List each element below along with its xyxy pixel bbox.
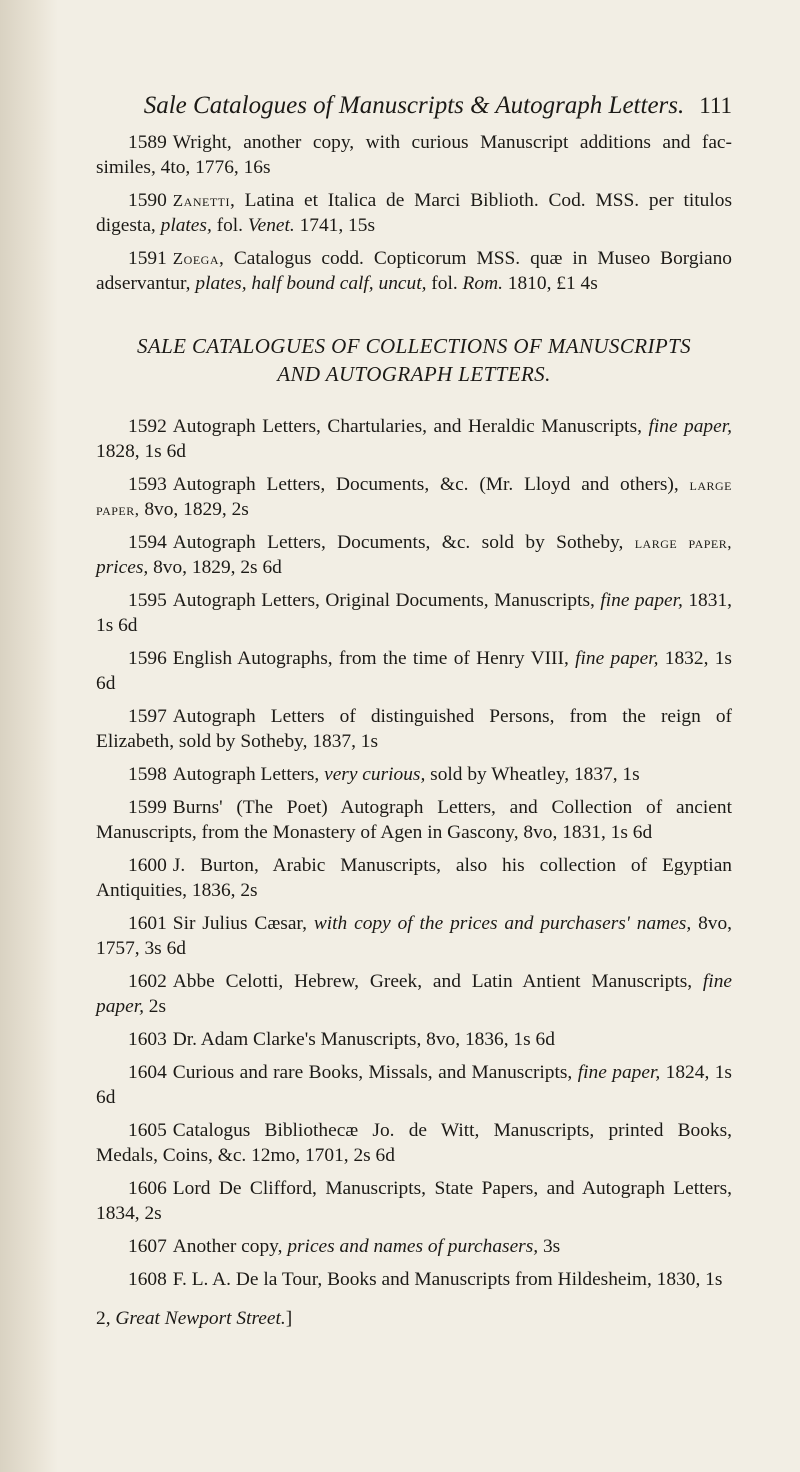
catalogue-entry <box>96 704 732 754</box>
entry-italic-note: fine paper, <box>96 971 732 1017</box>
running-head <box>96 88 732 124</box>
entry-number: 1601 <box>128 913 167 934</box>
entry-text: Catalogus Bibliothecæ Jo. de Witt, Manuscripts, printed Books, Medals, Coins, &c. 12mo, 1701, 2s 6d <box>96 1120 732 1166</box>
entry-text: Sir Julius Cæsar, <box>172 913 314 934</box>
footer-street: Great Newport Street. <box>115 1308 286 1329</box>
catalogue-entry <box>96 795 732 845</box>
entry-text: Autograph Letters, Documents, &c. sold by Sotheby, <box>172 532 635 553</box>
entry-author: Zoega <box>172 249 219 268</box>
entry-italic-place: Rom. <box>462 273 503 294</box>
entry-number: 1599 <box>128 797 167 818</box>
entry-text: Burns' (The Poet) Autograph Letters, and Collection of ancient Manuscripts, from the Monastery of Agen in Gascony, 8vo, 1831, 1s 6d <box>96 797 732 843</box>
entry-price: 1810, £1 4s <box>502 273 598 294</box>
entry-number: 1600 <box>128 855 167 876</box>
entry-italic-note: plates, half bound calf, uncut, <box>195 273 427 294</box>
entry-text-tail: 1831, 1s 6d <box>96 590 732 636</box>
catalogue-entry <box>96 1060 732 1110</box>
entry-text: Autograph Letters of distinguished Persons, from the reign of Elizabeth, sold by Sotheby, 1837, 1s <box>96 706 732 752</box>
page-content <box>96 88 732 1350</box>
footer-number: 2, <box>96 1308 116 1329</box>
entry-number: 1591 <box>128 248 167 269</box>
entry-text: , Catalogus codd. Copticorum MSS. quæ in Museo Borgiano adservantur, <box>96 248 732 294</box>
entry-number: 1597 <box>128 706 167 727</box>
catalogue-entry <box>96 188 732 238</box>
entry-number: 1606 <box>128 1178 167 1199</box>
entry-number: 1598 <box>128 764 167 785</box>
entry-text-tail: 1832, 1s 6d <box>96 648 732 694</box>
entry-italic-note: prices, <box>96 557 149 578</box>
entry-text: Lord De Clifford, Manuscripts, State Papers, and Autograph Letters, 1834, 2s <box>96 1178 732 1224</box>
catalogue-entry <box>96 588 732 638</box>
entry-text: F. L. A. De la Tour, Books and Manuscripts from Hildesheim, 1830, 1s <box>172 1269 723 1290</box>
entry-number: 1589 <box>128 132 167 153</box>
entry-text: Another copy, <box>172 1236 288 1257</box>
section-heading-line-2: AND AUTOGRAPH LETTERS. <box>277 362 551 386</box>
entry-text: Autograph Letters, Chartularies, and Heraldic Manuscripts, <box>172 416 649 437</box>
entry-italic-note: fine paper, <box>600 590 683 611</box>
entry-number: 1595 <box>128 590 167 611</box>
entry-italic-note: fine paper, <box>577 1062 661 1083</box>
catalogue-entry <box>96 1118 732 1168</box>
entry-text: English Autographs, from the time of Henry VIII, <box>172 648 576 669</box>
entry-smallcaps-note: large paper, <box>96 475 732 519</box>
catalogue-entry <box>96 1027 732 1052</box>
entry-price: 1741, 15s <box>294 215 375 236</box>
entry-author: Zanetti <box>172 191 230 210</box>
top-entries <box>96 130 732 296</box>
entry-text-tail: 8vo, 1757, 3s 6d <box>96 913 733 959</box>
catalogue-entry <box>96 530 732 580</box>
section-heading <box>96 332 732 388</box>
entry-text-tail: fol. <box>211 215 248 236</box>
catalogue-entry <box>96 1176 732 1226</box>
catalogue-entry <box>96 246 732 296</box>
entry-number: 1590 <box>128 190 167 211</box>
catalogue-entry <box>96 414 732 464</box>
entry-text: Autograph Letters, <box>172 764 325 785</box>
catalogue-entry <box>96 911 732 961</box>
catalogue-entry <box>96 1234 732 1259</box>
entry-italic-note: fine paper, <box>648 416 732 437</box>
entry-number: 1594 <box>128 532 167 553</box>
entry-text-tail: fol. <box>426 273 463 294</box>
entry-text-tail: 3s <box>538 1236 561 1257</box>
entry-number: 1608 <box>128 1269 167 1290</box>
entry-number: 1605 <box>128 1120 167 1141</box>
entry-italic-note: with copy of the prices and purchasers' names, <box>313 913 692 934</box>
entry-italic-place: Venet. <box>247 215 295 236</box>
entry-text-tail: 2s <box>143 996 167 1017</box>
entry-text: J. Burton, Arabic Manuscripts, also his collection of Egyptian Antiquities, 1836, 2s <box>96 855 732 901</box>
entries-list <box>96 414 732 1292</box>
page-title: Sale Catalogues of Manuscripts & Autograph Letters. <box>143 92 685 119</box>
entry-italic-note: fine paper, <box>575 648 659 669</box>
entry-smallcaps-note: large paper, <box>634 533 732 552</box>
entry-number: 1607 <box>128 1236 167 1257</box>
entry-text-tail: 1824, 1s 6d <box>96 1062 732 1108</box>
entry-text: , Latina et Italica de Marci Biblioth. Cod. MSS. per titulos digesta, <box>96 190 732 236</box>
entry-text-tail: sold by Wheatley, 1837, 1s <box>425 764 640 785</box>
catalogue-entry <box>96 472 732 522</box>
section-heading-line-1: SALE CATALOGUES OF COLLECTIONS OF MANUSCRIPTS <box>136 334 692 358</box>
catalogue-entry <box>96 969 732 1019</box>
entry-number: 1603 <box>128 1029 167 1050</box>
catalogue-entry <box>96 762 732 787</box>
entry-number: 1593 <box>128 474 167 495</box>
entry-text: Abbe Celotti, Hebrew, Greek, and Latin Antient Manuscripts, <box>172 971 703 992</box>
entry-italic-note: plates, <box>160 215 212 236</box>
entry-text-tail: 8vo, 1829, 2s 6d <box>148 557 282 578</box>
footer-bracket: ] <box>285 1308 293 1329</box>
catalogue-entry <box>96 1267 732 1292</box>
page-edge-shadow <box>0 0 58 1472</box>
entry-italic-note: very curious, <box>324 764 426 785</box>
entry-text: Dr. Adam Clarke's Manuscripts, 8vo, 1836, 1s 6d <box>172 1029 555 1050</box>
entry-number: 1602 <box>128 971 167 992</box>
entry-number: 1592 <box>128 416 167 437</box>
entry-italic-note: prices and names of purchasers, <box>287 1236 539 1257</box>
entry-number: 1596 <box>128 648 167 669</box>
entry-text: Wright, another copy, with curious Manuscript additions and fac-similes, 4to, 1776, 16s <box>96 132 732 178</box>
catalogue-entry <box>96 130 732 180</box>
entry-text: Autograph Letters, Original Documents, Manuscripts, <box>172 590 601 611</box>
entry-number: 1604 <box>128 1062 167 1083</box>
entry-text: Autograph Letters, Documents, &c. (Mr. Lloyd and others), <box>172 474 690 495</box>
catalogue-entry <box>96 646 732 696</box>
footer-signature <box>96 1306 732 1331</box>
entry-text-tail: 8vo, 1829, 2s <box>139 499 249 520</box>
entry-text: Curious and rare Books, Missals, and Manuscripts, <box>172 1062 578 1083</box>
catalogue-entry <box>96 853 732 903</box>
page-number: 111 <box>699 93 732 118</box>
entry-text-tail: 1828, 1s 6d <box>96 441 186 462</box>
